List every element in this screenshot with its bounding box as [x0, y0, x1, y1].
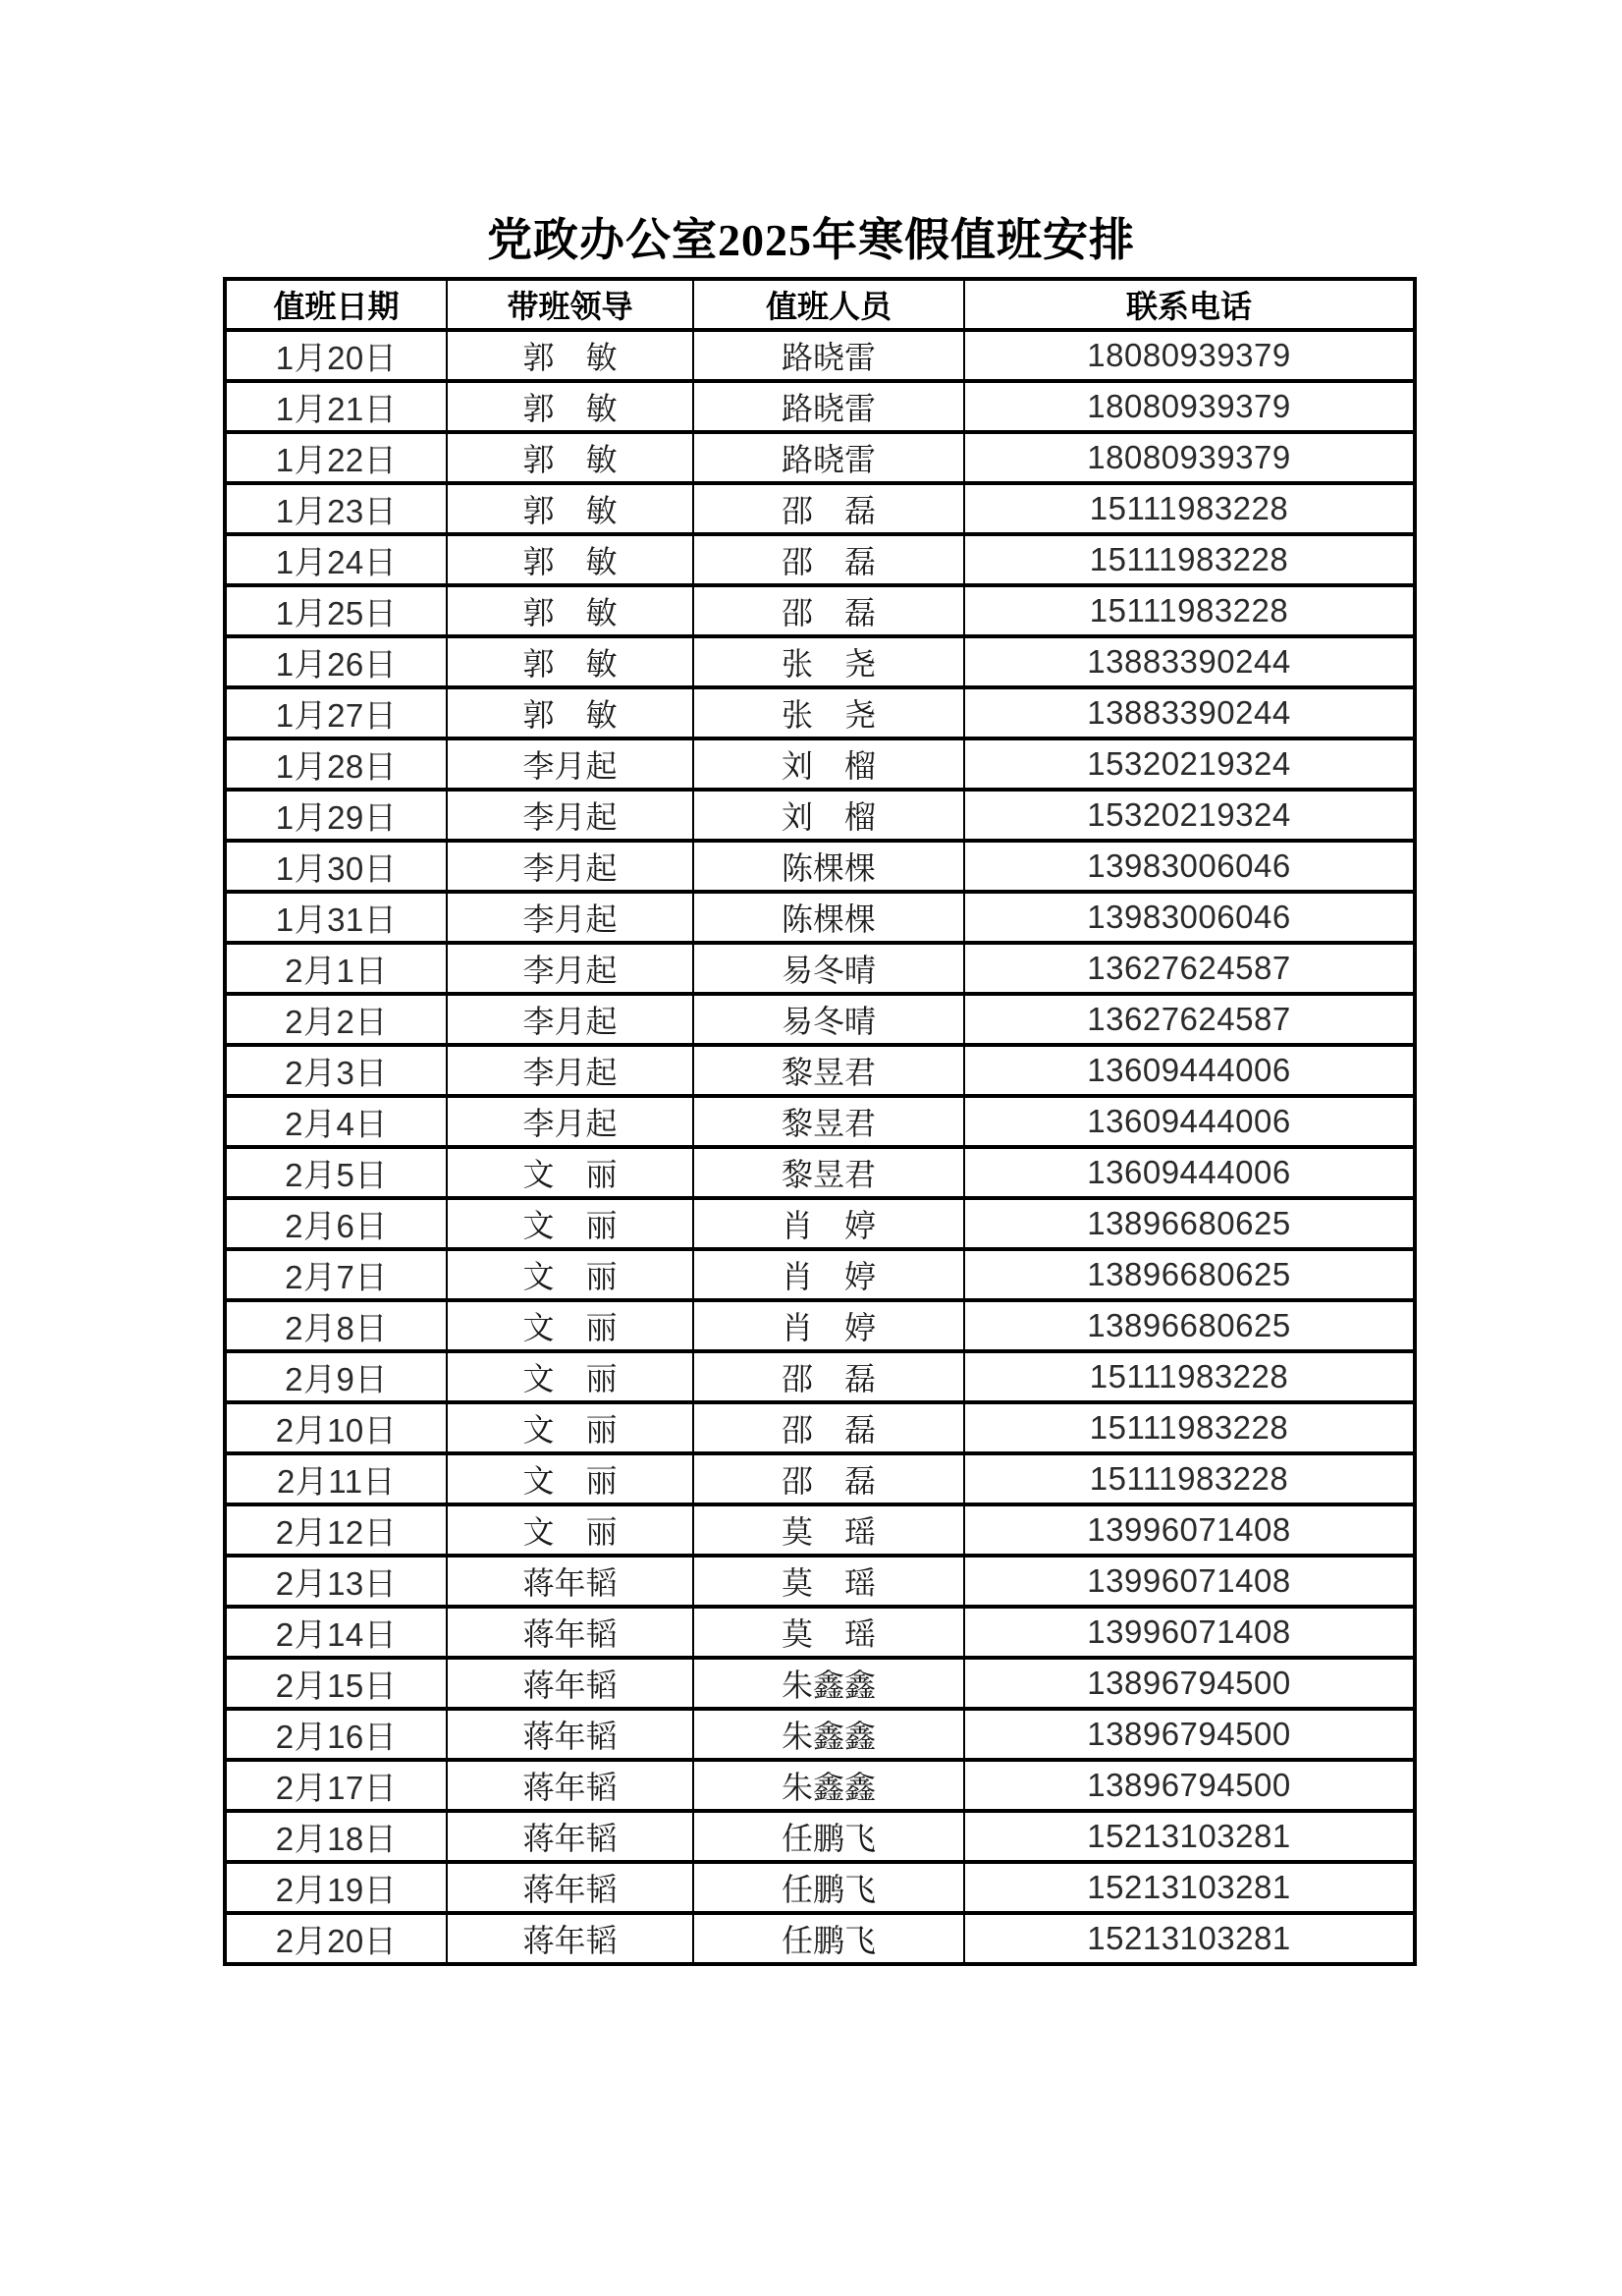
cell-date: 2月20日	[225, 1913, 447, 1964]
cell-leader: 李月起	[447, 892, 693, 943]
cell-leader: 文 丽	[447, 1351, 693, 1402]
cell-person: 肖 婷	[693, 1198, 964, 1249]
cell-leader: 李月起	[447, 790, 693, 841]
table-row	[225, 534, 1415, 585]
cell-date: 1月29日	[225, 790, 447, 841]
cell-phone: 15213103281	[964, 1862, 1415, 1913]
table-row	[225, 994, 1415, 1045]
cell-leader: 文 丽	[447, 1453, 693, 1504]
table-row	[225, 483, 1415, 534]
table-row	[225, 1556, 1415, 1607]
cell-person: 陈棵棵	[693, 892, 964, 943]
cell-date: 2月1日	[225, 943, 447, 994]
cell-phone: 13896680625	[964, 1300, 1415, 1351]
cell-date: 1月21日	[225, 381, 447, 432]
cell-leader: 李月起	[447, 738, 693, 790]
cell-phone: 15111983228	[964, 1351, 1415, 1402]
cell-phone: 18080939379	[964, 432, 1415, 483]
cell-person: 任鹏飞	[693, 1862, 964, 1913]
cell-person: 路晓雷	[693, 432, 964, 483]
cell-phone: 13896794500	[964, 1658, 1415, 1709]
cell-date: 1月26日	[225, 636, 447, 687]
cell-leader: 李月起	[447, 943, 693, 994]
cell-person: 陈棵棵	[693, 841, 964, 892]
cell-leader: 郭 敏	[447, 483, 693, 534]
cell-person: 邵 磊	[693, 1402, 964, 1453]
header-row	[225, 279, 1415, 330]
cell-date: 1月25日	[225, 585, 447, 636]
cell-leader: 蒋年韬	[447, 1607, 693, 1658]
cell-phone: 15111983228	[964, 534, 1415, 585]
cell-date: 2月13日	[225, 1556, 447, 1607]
cell-leader: 文 丽	[447, 1147, 693, 1198]
cell-date: 1月23日	[225, 483, 447, 534]
document-title: 党政办公室2025年寒假值班安排	[487, 215, 1135, 265]
cell-leader: 郭 敏	[447, 432, 693, 483]
cell-phone: 13996071408	[964, 1607, 1415, 1658]
cell-date: 2月6日	[225, 1198, 447, 1249]
cell-person: 邵 磊	[693, 1351, 964, 1402]
header-duty-person: 值班人员	[693, 279, 964, 330]
table-row	[225, 330, 1415, 381]
cell-person: 黎昱君	[693, 1147, 964, 1198]
cell-date: 2月16日	[225, 1709, 447, 1760]
cell-leader: 文 丽	[447, 1249, 693, 1300]
cell-leader: 郭 敏	[447, 687, 693, 738]
table-row	[225, 1658, 1415, 1709]
table-row	[225, 1402, 1415, 1453]
cell-phone: 13627624587	[964, 994, 1415, 1045]
cell-date: 1月20日	[225, 330, 447, 381]
table-row	[225, 841, 1415, 892]
cell-leader: 李月起	[447, 841, 693, 892]
cell-phone: 13896680625	[964, 1249, 1415, 1300]
table-row	[225, 1249, 1415, 1300]
cell-date: 2月2日	[225, 994, 447, 1045]
cell-person: 任鹏飞	[693, 1913, 964, 1964]
cell-phone: 15213103281	[964, 1811, 1415, 1862]
cell-leader: 文 丽	[447, 1300, 693, 1351]
table-row	[225, 1607, 1415, 1658]
cell-phone: 18080939379	[964, 381, 1415, 432]
cell-date: 1月31日	[225, 892, 447, 943]
cell-person: 邵 磊	[693, 585, 964, 636]
table-row	[225, 1198, 1415, 1249]
header-duty-leader: 带班领导	[447, 279, 693, 330]
table-row	[225, 585, 1415, 636]
cell-date: 2月11日	[225, 1453, 447, 1504]
table-row	[225, 1351, 1415, 1402]
cell-person: 易冬晴	[693, 943, 964, 994]
cell-phone: 13896680625	[964, 1198, 1415, 1249]
cell-leader: 李月起	[447, 1045, 693, 1096]
table-row	[225, 1045, 1415, 1096]
cell-person: 路晓雷	[693, 381, 964, 432]
cell-leader: 蒋年韬	[447, 1913, 693, 1964]
table-row	[225, 1760, 1415, 1811]
schedule-table-body	[225, 330, 1415, 1964]
cell-date: 2月19日	[225, 1862, 447, 1913]
cell-leader: 李月起	[447, 994, 693, 1045]
cell-date: 2月8日	[225, 1300, 447, 1351]
cell-date: 1月22日	[225, 432, 447, 483]
cell-leader: 郭 敏	[447, 381, 693, 432]
cell-phone: 15111983228	[964, 585, 1415, 636]
cell-phone: 13996071408	[964, 1556, 1415, 1607]
cell-leader: 郭 敏	[447, 534, 693, 585]
cell-date: 2月3日	[225, 1045, 447, 1096]
table-row	[225, 687, 1415, 738]
cell-phone: 13883390244	[964, 636, 1415, 687]
table-row	[225, 636, 1415, 687]
cell-leader: 蒋年韬	[447, 1556, 693, 1607]
cell-phone: 18080939379	[964, 330, 1415, 381]
cell-date: 2月10日	[225, 1402, 447, 1453]
cell-phone: 13609444006	[964, 1045, 1415, 1096]
cell-leader: 蒋年韬	[447, 1760, 693, 1811]
cell-date: 2月15日	[225, 1658, 447, 1709]
cell-date: 2月9日	[225, 1351, 447, 1402]
table-row	[225, 1709, 1415, 1760]
cell-phone: 13983006046	[964, 841, 1415, 892]
cell-person: 莫 瑶	[693, 1607, 964, 1658]
table-row	[225, 1453, 1415, 1504]
cell-date: 2月4日	[225, 1096, 447, 1147]
cell-person: 张 尧	[693, 687, 964, 738]
cell-person: 路晓雷	[693, 330, 964, 381]
cell-leader: 李月起	[447, 1096, 693, 1147]
table-row	[225, 432, 1415, 483]
cell-phone: 15320219324	[964, 790, 1415, 841]
cell-person: 肖 婷	[693, 1249, 964, 1300]
cell-date: 2月14日	[225, 1607, 447, 1658]
cell-phone: 15320219324	[964, 738, 1415, 790]
table-row	[225, 790, 1415, 841]
cell-person: 刘 榴	[693, 738, 964, 790]
cell-person: 刘 榴	[693, 790, 964, 841]
cell-phone: 15111983228	[964, 1402, 1415, 1453]
cell-leader: 郭 敏	[447, 330, 693, 381]
cell-date: 1月27日	[225, 687, 447, 738]
cell-phone: 13609444006	[964, 1147, 1415, 1198]
cell-date: 2月12日	[225, 1504, 447, 1556]
cell-person: 莫 瑶	[693, 1504, 964, 1556]
cell-leader: 郭 敏	[447, 585, 693, 636]
cell-leader: 文 丽	[447, 1504, 693, 1556]
cell-phone: 13983006046	[964, 892, 1415, 943]
cell-person: 黎昱君	[693, 1096, 964, 1147]
cell-phone: 15213103281	[964, 1913, 1415, 1964]
cell-phone: 13883390244	[964, 687, 1415, 738]
cell-date: 2月5日	[225, 1147, 447, 1198]
cell-leader: 郭 敏	[447, 636, 693, 687]
cell-person: 黎昱君	[693, 1045, 964, 1096]
table-row	[225, 892, 1415, 943]
table-row	[225, 381, 1415, 432]
header-contact-phone: 联系电话	[964, 279, 1415, 330]
cell-person: 朱鑫鑫	[693, 1658, 964, 1709]
cell-date: 2月18日	[225, 1811, 447, 1862]
cell-person: 易冬晴	[693, 994, 964, 1045]
table-row	[225, 738, 1415, 790]
cell-phone: 13996071408	[964, 1504, 1415, 1556]
cell-phone: 13609444006	[964, 1096, 1415, 1147]
header-duty-date: 值班日期	[225, 279, 447, 330]
table-row	[225, 1300, 1415, 1351]
cell-phone: 13896794500	[964, 1709, 1415, 1760]
cell-date: 2月7日	[225, 1249, 447, 1300]
cell-date: 2月17日	[225, 1760, 447, 1811]
table-row	[225, 1147, 1415, 1198]
cell-person: 邵 磊	[693, 483, 964, 534]
table-row	[225, 943, 1415, 994]
cell-leader: 蒋年韬	[447, 1709, 693, 1760]
cell-person: 肖 婷	[693, 1300, 964, 1351]
cell-person: 朱鑫鑫	[693, 1760, 964, 1811]
cell-person: 任鹏飞	[693, 1811, 964, 1862]
cell-phone: 13896794500	[964, 1760, 1415, 1811]
table-row	[225, 1913, 1415, 1964]
cell-leader: 文 丽	[447, 1198, 693, 1249]
table-row	[225, 1862, 1415, 1913]
cell-leader: 蒋年韬	[447, 1658, 693, 1709]
cell-date: 1月28日	[225, 738, 447, 790]
cell-phone: 15111983228	[964, 483, 1415, 534]
table-row	[225, 1811, 1415, 1862]
duty-schedule-table	[223, 277, 1417, 1966]
cell-leader: 蒋年韬	[447, 1862, 693, 1913]
cell-person: 邵 磊	[693, 534, 964, 585]
cell-leader: 文 丽	[447, 1402, 693, 1453]
cell-leader: 蒋年韬	[447, 1811, 693, 1862]
cell-date: 1月24日	[225, 534, 447, 585]
cell-person: 张 尧	[693, 636, 964, 687]
cell-person: 朱鑫鑫	[693, 1709, 964, 1760]
table-row	[225, 1096, 1415, 1147]
cell-date: 1月30日	[225, 841, 447, 892]
cell-phone: 13627624587	[964, 943, 1415, 994]
cell-person: 莫 瑶	[693, 1556, 964, 1607]
table-header	[225, 279, 1415, 330]
cell-person: 邵 磊	[693, 1453, 964, 1504]
table-row	[225, 1504, 1415, 1556]
cell-phone: 15111983228	[964, 1453, 1415, 1504]
